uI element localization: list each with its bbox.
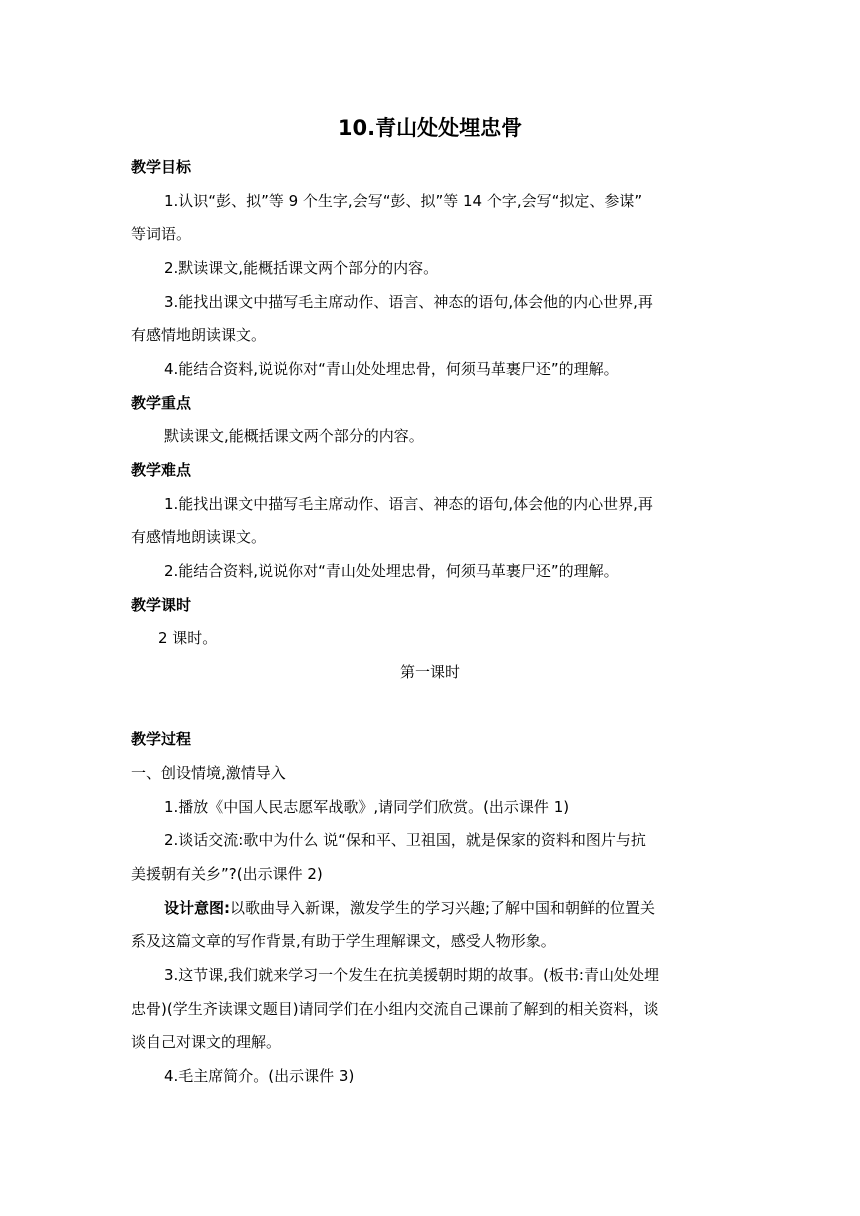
goal-4: 4.能结合资料,说说你对“青山处处埋忠骨，何须马革裹尸还”的理解。 bbox=[164, 360, 619, 378]
class-hours-value: 2 课时。 bbox=[158, 629, 218, 647]
page-title: 10.青山处处埋忠骨 bbox=[337, 116, 523, 140]
lesson-one-heading: 第一课时 bbox=[399, 663, 460, 681]
goal-2: 2.默读课文,能概括课文两个部分的内容。 bbox=[164, 259, 439, 277]
key-point-1: 默读课文,能概括课文两个部分的内容。 bbox=[164, 427, 424, 445]
step-1-title: 一、创设情境,激情导入 bbox=[131, 764, 286, 782]
design-intent-line-1 bbox=[164, 898, 731, 918]
process-item-3-line-1: 3.这节课,我们就来学习一个发生在抗美援朝时期的故事。(板书:青山处处埋 bbox=[164, 966, 659, 984]
design-intent-text: 以歌曲导入新课，激发学生的学习兴趣;了解中国和朝鲜的位置关 bbox=[230, 899, 656, 917]
design-intent-line-2: 系及这篇文章的写作背景,有助于学生理解课文，感受人物形象。 bbox=[131, 932, 556, 950]
heading-teaching-process: 教学过程 bbox=[131, 730, 192, 748]
process-item-4: 4.毛主席简介。(出示课件 3) bbox=[164, 1067, 355, 1085]
heading-key-points: 教学重点 bbox=[131, 394, 192, 412]
process-item-2-line-2: 美援朝有关乡”?(出示课件 2) bbox=[131, 865, 323, 883]
difficult-1-line-2: 有感情地朗读课文。 bbox=[131, 528, 267, 546]
heading-teaching-goals: 教学目标 bbox=[131, 158, 192, 176]
goal-1-line-1: 1.认识“彭、拟”等 9 个生字,会写“彭、拟”等 14 个字,会写“拟定、参谋” bbox=[164, 192, 643, 210]
goal-3-line-1: 3.能找出课文中描写毛主席动作、语言、神态的语句,体会他的内心世界,再 bbox=[164, 293, 653, 311]
process-item-1: 1.播放《中国人民志愿军战歌》,请同学们欣赏。(出示课件 1) bbox=[164, 798, 570, 816]
process-item-3-line-2: 忠骨)(学生齐读课文题目)请同学们在小组内交流自己课前了解到的相关资料，谈 bbox=[131, 1000, 659, 1018]
goal-3-line-2: 有感情地朗读课文。 bbox=[131, 326, 267, 344]
difficult-2: 2.能结合资料,说说你对“青山处处埋忠骨，何须马革裹尸还”的理解。 bbox=[164, 562, 619, 580]
difficult-1-line-1: 1.能找出课文中描写毛主席动作、语言、神态的语句,体会他的内心世界,再 bbox=[164, 495, 653, 513]
goal-1-line-2: 等词语。 bbox=[131, 225, 192, 243]
process-item-2-line-1: 2.谈话交流:歌中为什么 说“保和平、卫祖国，就是保家的资料和图片与抗 bbox=[164, 831, 646, 849]
heading-class-hours: 教学课时 bbox=[131, 596, 192, 614]
process-item-3-line-3: 谈自己对课文的理解。 bbox=[131, 1033, 282, 1051]
design-intent-label: 设计意图: bbox=[164, 899, 230, 917]
heading-difficult-points: 教学难点 bbox=[131, 461, 192, 479]
